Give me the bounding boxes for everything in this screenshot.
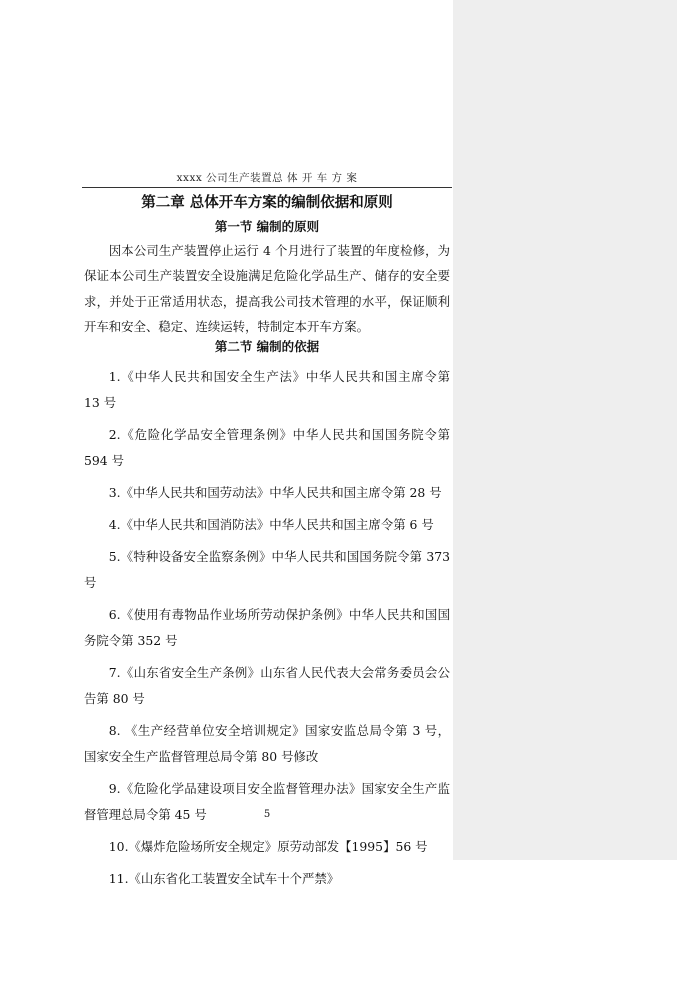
reference-item: 2.《危险化学品安全管理条例》中华人民共和国国务院令第 594 号 bbox=[84, 427, 450, 468]
section-title-basis: 第二节 编制的依据 bbox=[214, 339, 320, 354]
reference-item: 9.《危险化学品建设项目安全监督管理办法》国家安全生产监督管理总局令第 45 号 bbox=[84, 781, 450, 822]
reference-item: 8. 《生产经营单位安全培训规定》国家安监总局令第 3 号，国家安全生产监督管理总局令第 80 号修改 bbox=[84, 723, 450, 764]
reference-item: 7.《山东省安全生产条例》山东省人民代表大会常务委员会公告第 80 号 bbox=[84, 665, 450, 706]
header-rule bbox=[82, 187, 452, 188]
principles-paragraph: 因本公司生产装置停止运行 4 个月进行了装置的年度检修，为保证本公司生产装置安全设施满足危险化学品生产、储存的安全要求，并处于正常适用状态，提高我公司技术管理的水平，保证顺利开车和安全、稳定、连续运转，特制定本开车方案。 bbox=[84, 243, 450, 334]
reference-item: 3.《中华人民共和国劳动法》中华人民共和国主席令第 28 号 bbox=[108, 485, 442, 500]
running-header: xxxx 公司生产装置总 体 开 车 方 案 bbox=[176, 172, 358, 184]
chapter-title: 第二章 总体开车方案的编制依据和原则 bbox=[141, 195, 393, 211]
comment-pane bbox=[453, 0, 677, 860]
section-title-principles: 第一节 编制的原则 bbox=[214, 219, 320, 234]
reference-item: 4.《中华人民共和国消防法》中华人民共和国主席令第 6 号 bbox=[108, 517, 434, 532]
reference-item: 6.《使用有毒物品作业场所劳动保护条例》中华人民共和国国务院令第 352 号 bbox=[84, 607, 450, 648]
reference-item: 10.《爆炸危险场所安全规定》原劳动部发【1995】56 号 bbox=[108, 839, 428, 854]
reference-item: 11.《山东省化工装置安全试车十个严禁》 bbox=[108, 871, 340, 886]
page-number: 5 bbox=[263, 809, 271, 820]
reference-item: 5.《特种设备安全监察条例》中华人民共和国国务院令第 373 号 bbox=[84, 549, 450, 590]
reference-item: 1.《中华人民共和国安全生产法》中华人民共和国主席令第 13 号 bbox=[84, 369, 450, 410]
